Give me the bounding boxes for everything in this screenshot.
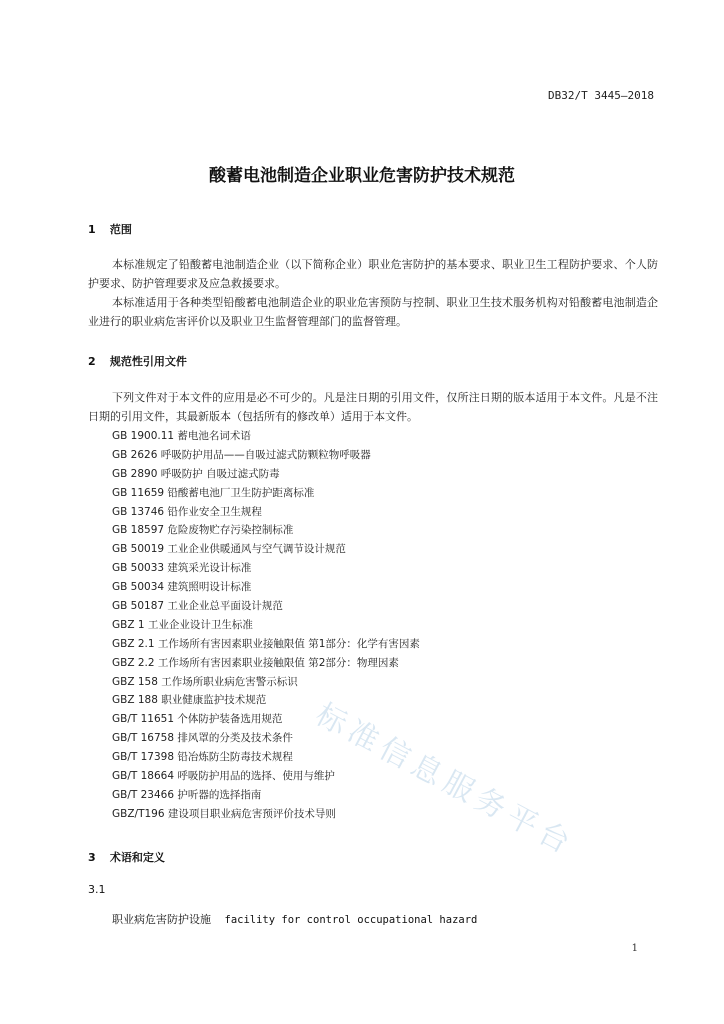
section-number: 2 (88, 355, 96, 368)
list-item: GB 50019 工业企业供暖通风与空气调节设计规范 (112, 543, 346, 556)
section-number: 1 (88, 223, 96, 236)
section-2-heading (88, 353, 187, 369)
section-title: 术语和定义 (109, 851, 165, 864)
scope-paragraph-2: 本标准适用于各种类型铅酸蓄电池制造企业的职业危害预防与控制、职业卫生技术服务机构对铅酸蓄电池制造企业进行的职业病危害评价以及职业卫生监督管理部门的监督管理。 (88, 296, 658, 328)
page-number: 1 (631, 943, 638, 954)
list-item: GBZ 1 工业企业设计卫生标准 (112, 618, 253, 631)
list-item: GB 1900.11 蓄电池名词术语 (112, 430, 251, 442)
list-item: GBZ 2.2 工作场所有害因素职业接触限值 第2部分：物理因素 (112, 656, 399, 669)
standard-code: DB32/T 3445—2018 (548, 89, 654, 102)
scope-paragraph-1: 本标准规定了铅酸蓄电池制造企业（以下简称企业）职业危害防护的基本要求、职业卫生工程防护要求、个人防护要求、防护管理要求及应急救援要求。 (88, 258, 658, 290)
section-number: 3 (88, 851, 96, 864)
list-item: GB 13746 铅作业安全卫生规程 (112, 505, 262, 518)
references-intro: 下列文件对于本文件的应用是必不可少的。凡是注日期的引用文件，仅所注日期的版本适用于本文件。凡是不注日期的引用文件，其最新版本（包括所有的修改单）适用于本文件。 (88, 391, 658, 423)
list-item: GBZ 188 职业健康监护技术规范 (112, 694, 267, 707)
section-title: 范围 (109, 223, 132, 236)
subsection-number: 3.1 (88, 883, 106, 896)
list-item: GB/T 11651 个体防护装备选用规范 (112, 713, 283, 726)
section-1-heading (88, 221, 132, 237)
section-3-heading (88, 849, 165, 865)
list-item: GB 50033 建筑采光设计标准 (112, 562, 252, 575)
list-item: GB/T 23466 护听器的选择指南 (112, 788, 262, 801)
list-item: GB/T 17398 铅冶炼防尘防毒技术规程 (112, 751, 293, 764)
list-item: GB/T 16758 排风罩的分类及技术条件 (112, 732, 293, 745)
list-item: GBZ 158 工作场所职业病危害警示标识 (112, 675, 298, 688)
list-item: GB 50034 建筑照明设计标准 (112, 581, 252, 594)
list-item: GBZ/T196 建设项目职业病危害预评价技术导则 (112, 807, 336, 820)
list-item: GB 11659 铅酸蓄电池厂卫生防护距离标准 (112, 486, 315, 499)
list-item: GB 2626 呼吸防护用品——自吸过滤式防颗粒物呼吸器 (112, 448, 371, 461)
list-item: GB 18597 危险废物贮存污染控制标准 (112, 524, 294, 537)
list-item: GB/T 18664 呼吸防护用品的选择、使用与维护 (112, 770, 335, 783)
term-english: facility for control occupational hazard (224, 914, 478, 926)
reference-list (112, 427, 420, 824)
section-title: 规范性引用文件 (109, 355, 187, 368)
document-title: 酸蓄电池制造企业职业危害防护技术规范 (209, 166, 515, 186)
term-chinese: 职业病危害防护设施 (112, 913, 211, 926)
list-item: GBZ 2.1 工作场所有害因素职业接触限值 第1部分：化学有害因素 (112, 637, 420, 650)
watermark: 标准信息服务平台 (309, 697, 581, 864)
list-item: GB 50187 工业企业总平面设计规范 (112, 600, 283, 613)
list-item: GB 2890 呼吸防护 自吸过滤式防毒 (112, 467, 280, 480)
term-definition (112, 911, 477, 927)
